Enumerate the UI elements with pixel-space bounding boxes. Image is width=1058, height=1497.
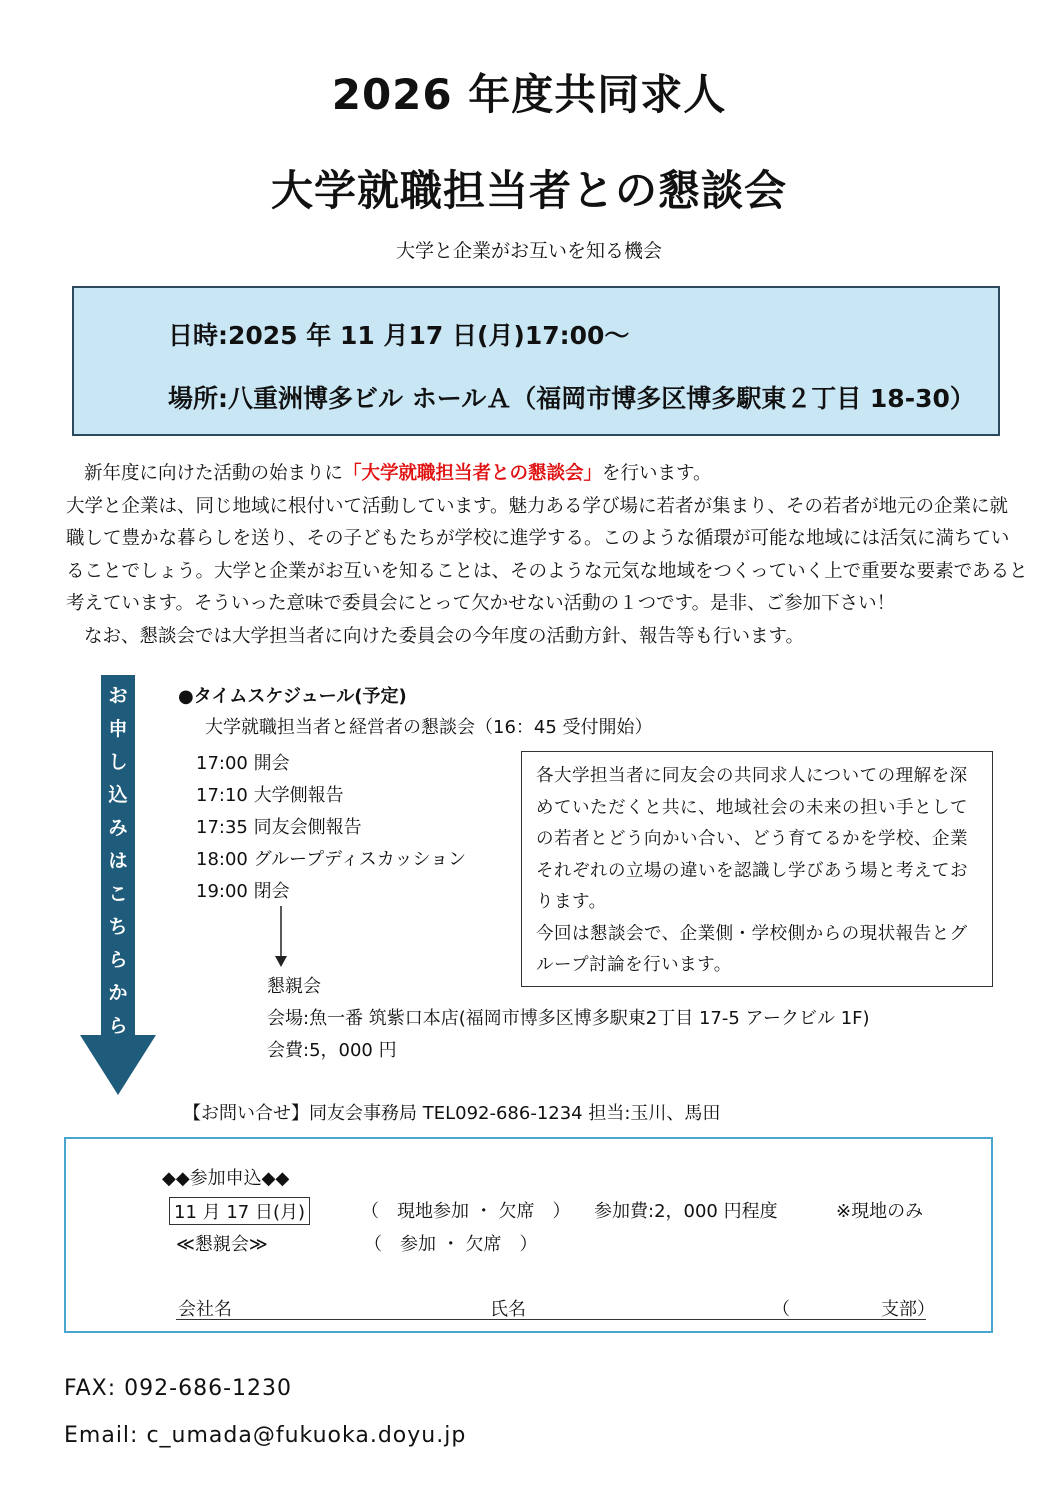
person-name-label: 氏名 (490, 1299, 526, 1320)
form-heading: ◆◆参加申込◆◆ (162, 1168, 290, 1189)
apply-here-char: 込 (108, 784, 128, 806)
apply-here-arrow[interactable] (80, 675, 156, 1095)
branch-open-paren: （ (772, 1299, 790, 1320)
form-note: ※現地のみ (836, 1201, 924, 1222)
apply-here-char: か (108, 982, 128, 1004)
apply-here-char: こ (108, 883, 128, 905)
note-paragraph-2: 今回は懇談会で、企業側・学校側からの現状報告とグループ討論を行います。 (536, 923, 968, 975)
intro-line-4: ることでしょう。大学と企業がお互いを知ることは、そのような元気な地域をつくっていく上で重要な要素であると (66, 560, 1028, 582)
schedule-item: 17:00 開会 (196, 753, 290, 774)
intro-line-1 (66, 458, 1001, 491)
intro-line-1-before: 新年度に向けた活動の始まりに (84, 463, 344, 484)
konshinkai-form-label: ≪懇親会≫ (176, 1234, 268, 1255)
schedule-item: 18:00 グループディスカッション (196, 849, 467, 870)
schedule-item: 17:10 大学側報告 (196, 785, 344, 806)
intro-line-5: 考えています。そういった意味で委員会にとって欠かせない活動の１つです。是非、ご参加下さい！ (66, 593, 896, 614)
schedule-item: 19:00 閉会 (196, 881, 290, 902)
schedule-item: 17:35 同友会側報告 (196, 817, 362, 838)
title-line-2: 大学就職担当者との懇談会 (270, 166, 787, 215)
intro-line-2: 大学と企業は、同じ地域に根付いて活動しています。魅力ある学び場に若者が集まり、その若者が地元の企業に就 (66, 495, 1009, 517)
konshinkai-fee: 会費:5，000 円 (267, 1040, 397, 1061)
event-datetime: 日時:2025 年 11 月17 日(月)17:00～ (168, 321, 630, 350)
apply-here-char: 申 (108, 718, 128, 740)
event-info-box (72, 286, 1000, 436)
form-date: 11 月 17 日(月) (169, 1197, 310, 1225)
down-arrow-icon (271, 906, 291, 968)
form-fee: 参加費:2，000 円程度 (594, 1201, 778, 1222)
intro-highlight: 「大学就職担当者との懇談会」 (343, 463, 603, 484)
intro-line-3: 職して豊かな暮らしを送り、その子どもたちが学校に進学する。このような循環が可能な地域には活気に満ちてい (66, 528, 1010, 549)
apply-here-char: み (108, 817, 128, 839)
intro-line-1-after: を行います。 (602, 463, 712, 484)
email-address[interactable]: Email: c_umada@fukuoka.doyu.jp (64, 1423, 467, 1448)
apply-here-char: は (108, 850, 128, 872)
apply-here-char: ち (108, 916, 128, 938)
event-venue: 場所:八重洲博多ビル ホールＡ（福岡市博多区博多駅東２丁目 18-30） (168, 384, 975, 413)
subtitle: 大学と企業がお互いを知る機会 (395, 240, 662, 262)
company-name-label: 会社名 (178, 1299, 232, 1320)
apply-here-char: ら (108, 949, 128, 971)
apply-here-text (101, 675, 135, 1043)
apply-here-char: し (108, 751, 128, 773)
application-form (64, 1137, 993, 1333)
attendance-choice[interactable]: （ 現地参加 ・ 欠席 ） (361, 1201, 571, 1222)
note-box (521, 751, 993, 987)
signature-underline[interactable] (176, 1319, 926, 1320)
konshinkai-label: 懇親会 (267, 976, 321, 997)
apply-here-char: ら (108, 1015, 128, 1037)
schedule-heading: ●タイムスケジュール(予定) (178, 686, 407, 707)
note-paragraph-1: 各大学担当者に同友会の共同求人についての理解を深めていただくと共に、地域社会の未来の担い手としての若者とどう向かい合い、どう育てるかを学校、企業それぞれの立場の違いを認識し学びあう場と考えております。 (536, 766, 968, 912)
intro-text (66, 458, 1028, 653)
intro-line-6: なお、懇談会では大学担当者に向けた委員会の今年度の活動方針、報告等も行います。 (84, 625, 805, 647)
apply-here-char: お (108, 685, 128, 707)
konshinkai-venue: 会場:魚一番 筑紫口本店(福岡市博多区博多駅東2丁目 17-5 アークビル 1F) (267, 1008, 870, 1029)
konshinkai-attendance-choice[interactable]: （ 参加 ・ 欠席 ） (364, 1234, 538, 1255)
branch-label: 支部） (881, 1299, 935, 1320)
contact-info: 【お問い合せ】同友会事務局 TEL092-686-1234 担当:玉川、馬田 (183, 1103, 721, 1124)
schedule-subheading: 大学就職担当者と経営者の懇談会（16：45 受付開始） (205, 717, 653, 738)
fax-number: FAX: 092-686-1230 (64, 1376, 293, 1401)
title-line-1: 2026 年度共同求人 (331, 70, 727, 119)
